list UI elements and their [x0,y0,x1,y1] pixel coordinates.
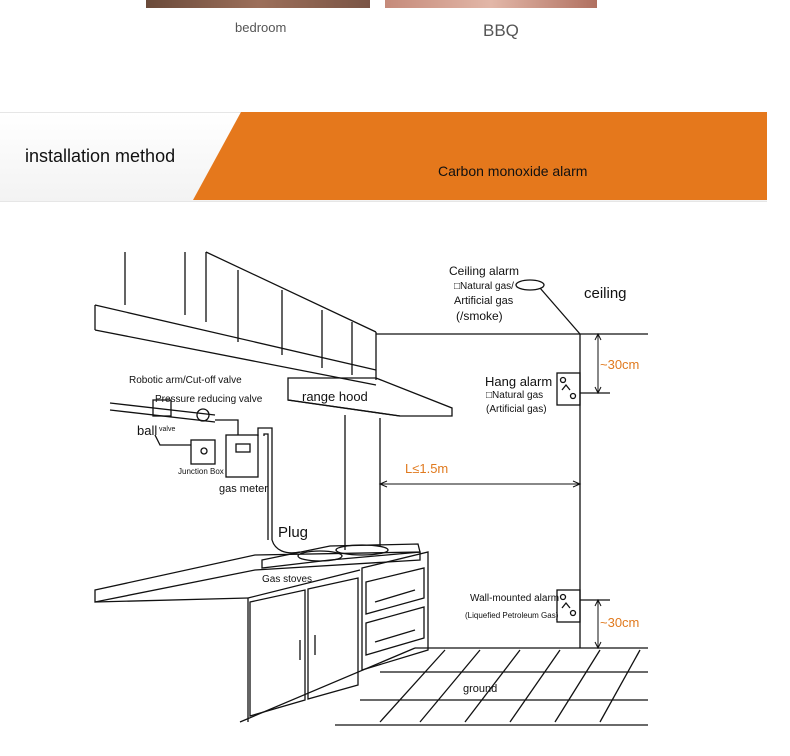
plug-label: Plug [278,524,309,541]
ball-label: ball [137,423,158,438]
gas-stoves-label: Gas stoves [262,574,313,585]
range-hood-label: range hood [302,389,368,404]
bedroom-caption: bedroom [235,20,287,35]
wall-alarm-label: Wall-mounted alarm [470,593,560,604]
ceiling-alarm-gas-line1: □Natural gas/ [454,281,514,292]
distance-label: L≤1.5m [405,461,449,476]
hang-alarm-label: Hang alarm [485,374,553,389]
bbq-caption: BBQ [483,21,519,40]
ceiling-alarm-gas-line3: (/smoke) [456,309,503,323]
robotic-arm-label: Robotic arm/Cut-off valve [129,375,242,386]
bbq-photo [385,0,597,8]
gas-meter-label: gas meter [219,483,268,495]
wall-alarm-gas-label: (Liquefied Petroleum Gas) [465,611,559,620]
bedroom-photo [146,0,370,8]
installation-diagram [0,230,790,756]
ceiling-label: ceiling [584,285,627,302]
pressure-valve-label: Pressure reducing valve [155,394,263,405]
ground-label: ground [463,683,498,695]
banner-title: installation method [25,146,176,166]
valve-label: valve [159,426,176,433]
ceiling-alarm-gas-line2: Artificial gas [454,295,514,307]
bottom-spacing-label: ~30cm [600,615,640,630]
kitchen-line-art [95,252,648,725]
hang-alarm-gas-line1: □Natural gas [486,390,544,401]
installation-banner [0,112,767,200]
banner-subtitle: Carbon monoxide alarm [438,163,588,179]
junction-box-label: Junction Box [178,467,224,476]
top-spacing-label: ~30cm [600,357,640,372]
ceiling-alarm-label: Ceiling alarm [449,264,520,278]
hang-alarm-gas-line2: (Artificial gas) [486,404,547,415]
